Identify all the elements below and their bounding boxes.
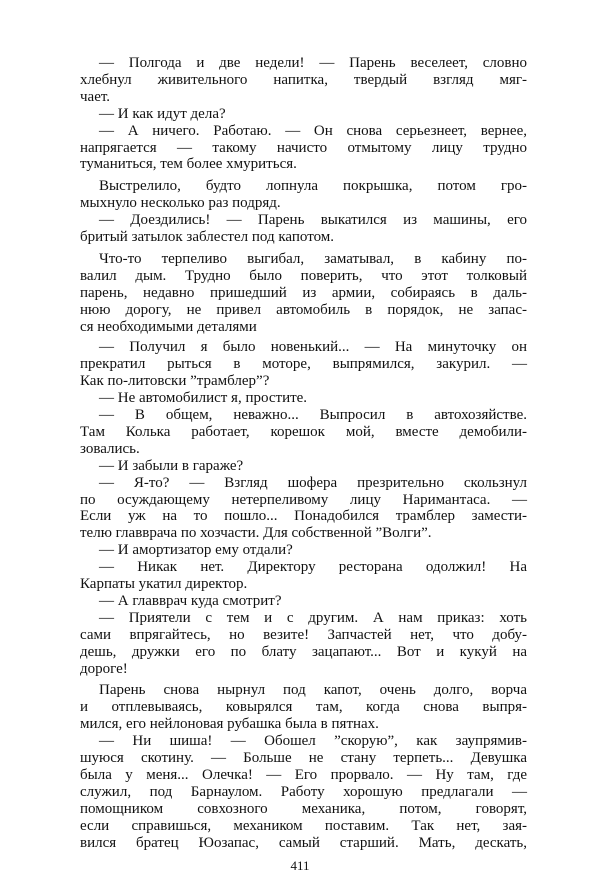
text-line: и отплевываясь, ковырялся там, когда снова выпря- — [80, 699, 527, 716]
text-line: мился, его нейлоновая рубашка была в пятнах. — [80, 716, 379, 733]
text-line: — Ни шиша! — Обошел ”скорую”, как заупрямив- — [99, 733, 527, 750]
text-line: Что-то терпеливо выгибал, заматывал, в кабину по- — [99, 250, 527, 267]
text-line: мыхнуло несколько раз подряд. — [80, 195, 281, 212]
text-line: — А ничего. Работаю. — Он снова серьезнеет, вернее, — [99, 122, 527, 139]
text-line: ся необходимыми деталями — [80, 318, 257, 335]
text-line: — Я-то? — Взгляд шофера презрительно скользнул — [99, 474, 527, 491]
text-line: хлебнул живительного напитка, твердый взгляд мяг- — [80, 71, 527, 88]
text-line: нюю дорогу, не привел автомобиль в порядок, не запас- — [80, 301, 527, 318]
text-line: — И как идут дела? — [99, 105, 226, 122]
text-line: Парень снова нырнул под капот, очень долго, ворча — [99, 682, 527, 699]
text-line: бритый затылок заблестел под капотом. — [80, 229, 335, 245]
text-line: если справишься, механиком поставим. Так нет, зая- — [80, 817, 527, 834]
text-line: дешь, дружки его по блату зацапают... Вот и кукуй на — [80, 643, 527, 660]
text-line: — В общем, неважно... Выпросил в автохозяйстве. — [99, 407, 527, 423]
text-line: помощником совхозного механика, потом, говорят, — [80, 800, 527, 817]
text-line: — И забыли в гараже? — [99, 457, 244, 474]
text-line: была у меня... Олечка! — Его прорвало. — Ну там, где — [80, 766, 527, 783]
text-line: Как по-литовски ”трамблер”? — [80, 373, 270, 390]
text-line: служил, под Барнаулом. Работу хорошую предлагали — — [80, 783, 527, 800]
text-line: напрягается — такому начисто отмытому лицу трудно — [80, 139, 527, 156]
text-line: Выстрелило, будто лопнула покрышка, потом гро- — [99, 178, 527, 195]
text-line: Карпаты укатил директор. — [80, 576, 248, 592]
text-line: парень, недавно пришедший из армии, собираясь в даль- — [80, 284, 527, 301]
text-line: — И амортизатор ему отдали? — [99, 542, 293, 559]
text-line: по осуждающему нетерпеливому лицу Наримантаса. — — [80, 491, 527, 508]
text-line: — Приятели с тем и с другим. А нам приказ: хоть — [99, 609, 527, 626]
text-line: — А главврач куда смотрит? — [99, 592, 282, 609]
text-line: Если уж на то пошло... Понадобился трамблер замести- — [80, 508, 527, 525]
text-line: зовались. — [80, 440, 140, 457]
text-line: вился братец Юозапас, самый старший. Мать, дескать, — [80, 834, 527, 851]
text-line: прекратил рыться в моторе, выпрямился, закурил. — — [80, 356, 527, 373]
text-line: — Не автомобилист я, простите. — [99, 390, 308, 407]
text-line: — Полгода и две недели! — Парень веселеет, словно — [99, 55, 527, 71]
text-line: сами впрягайтесь, но везите! Запчастей нет, что добу- — [80, 626, 527, 643]
text-line: — Доездились! — Парень выкатился из машины, его — [99, 212, 527, 229]
page-number: 411 — [290, 858, 310, 873]
text-line: чает. — [80, 88, 111, 105]
text-line: телю главврача по хозчасти. Для собственной ”Волги”. — [80, 525, 432, 542]
text-line: туманиться, тем более хмуриться. — [80, 156, 297, 173]
text-line: — Никак нет. Директору ресторана одолжил! На — [99, 559, 527, 576]
text-line: Там Колька работает, корешок мой, вместе демобили- — [80, 423, 527, 440]
text-line: валил дым. Трудно было поверить, что этот толковый — [80, 267, 527, 284]
text-line: шуюся скотину. — Больше не стану терпеть... Девушка — [80, 750, 527, 766]
text-line: — Получил я было новенький... — На минуточку он — [99, 339, 527, 356]
text-line: дороге! — [80, 660, 128, 677]
